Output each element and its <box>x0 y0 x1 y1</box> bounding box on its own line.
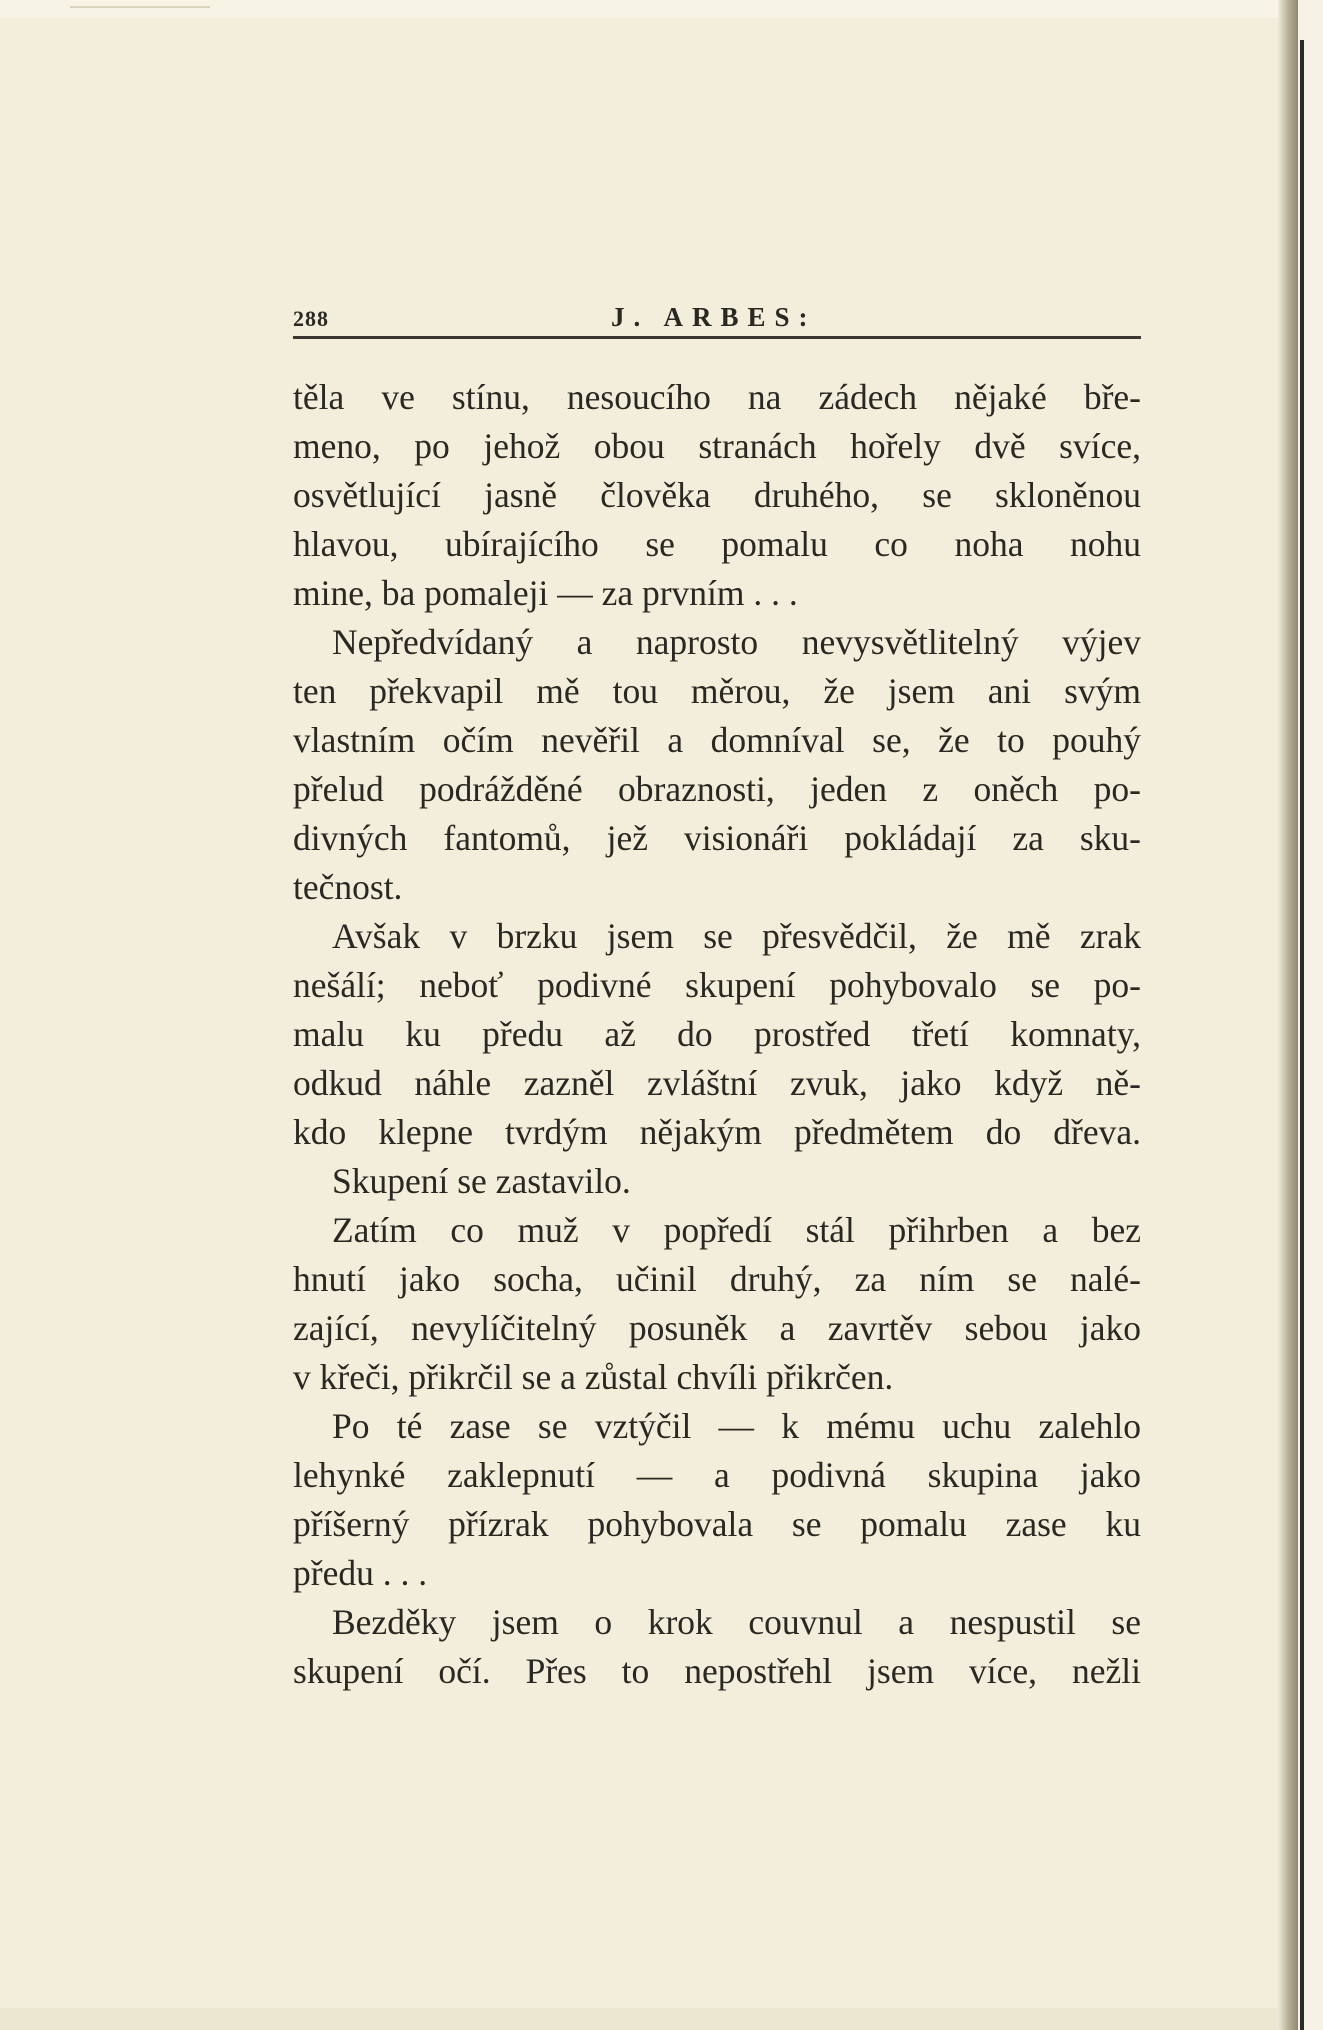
text-line: odkud náhle zazněl zvláštní zvuk, jako když ně- <box>293 1063 1141 1103</box>
text-line: divných fantomů, jež visionáři pokládají za sku- <box>293 818 1141 858</box>
text-line: mine, ba pomaleji — za prvním . . . <box>293 573 798 613</box>
text-line: kdo klepne tvrdým nějakým předmětem do dřeva. <box>293 1112 1141 1152</box>
text-line: Po té zase se vztýčil — k mému uchu zalehlo <box>332 1406 1141 1446</box>
running-head-author: J. ARBES: <box>611 302 817 332</box>
book-spine-edge <box>1298 0 1323 2030</box>
text-line: zající, nevylíčitelný posuněk a zavrtěv sebou jako <box>293 1308 1141 1348</box>
text-line: lehynké zaklepnutí — a podivná skupina jako <box>293 1455 1141 1495</box>
text-line: hnutí jako socha, učinil druhý, za ním se nalé- <box>293 1259 1141 1299</box>
text-line: příšerný přízrak pohybovala se pomalu zase ku <box>293 1504 1141 1544</box>
text-line: Nepředvídaný a naprosto nevysvětlitelný výjev <box>332 622 1141 662</box>
text-line: osvětlující jasně člověka druhého, se skloněnou <box>293 475 1141 515</box>
text-line: ten překvapil mě tou měrou, že jsem ani svým <box>293 671 1141 711</box>
text-line: nešálí; neboť podivné skupení pohybovalo se po- <box>293 965 1141 1005</box>
text-line: Skupení se zastavilo. <box>332 1161 631 1201</box>
text-line: předu . . . <box>293 1553 428 1593</box>
running-head <box>293 294 1141 339</box>
top-margin-strip <box>0 0 1323 18</box>
text-line: přelud podrážděné obraznosti, jeden z oněch po- <box>293 769 1141 809</box>
text-line: malu ku předu až do prostřed třetí komnaty, <box>293 1014 1141 1054</box>
body-text <box>293 373 1141 1696</box>
text-line: Avšak v brzku jsem se přesvědčil, že mě zrak <box>332 916 1141 956</box>
text-line: Bezděky jsem o krok couvnul a nespustil se <box>332 1602 1141 1642</box>
text-line: Zatím co muž v popředí stál přihrben a bez <box>332 1210 1141 1250</box>
text-line: tečnost. <box>293 867 403 907</box>
text-line: těla ve stínu, nesoucího na zádech nějaké bře- <box>293 377 1141 417</box>
text-line: hlavou, ubírajícího se pomalu co noha nohu <box>293 524 1141 564</box>
page-content <box>293 294 1141 1696</box>
spine-shadow <box>1278 0 1298 2030</box>
text-line: meno, po jehož obou stranách hořely dvě svíce, <box>293 426 1141 466</box>
bottom-page-edge <box>0 2008 1323 2030</box>
text-line: vlastním očím nevěřil a domníval se, že to pouhý <box>293 720 1141 760</box>
page-number: 288 <box>293 306 329 331</box>
spine-line <box>1300 40 1304 2030</box>
paper-crease <box>70 6 210 8</box>
text-line: skupení očí. Přes to nepostřehl jsem více, nežli <box>293 1651 1141 1691</box>
text-line: v křeči, přikrčil se a zůstal chvíli přikrčen. <box>293 1357 894 1397</box>
